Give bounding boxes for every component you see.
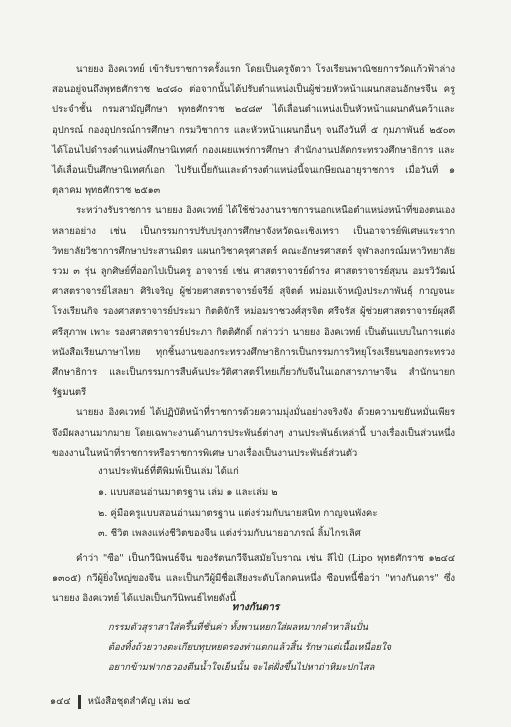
paragraph-service-duties: ระหว่างรับราชการ นายยง อิงคเวทย์ ได้ใช้ช่วงงานราชการนอกเหนือตำแหน่งหน้าที่ของตนเองหลายอย่าง เช่น เป็นกรรมการปรับปรุงการศึกษาจังหวัดฉะเชิงเทรา เป็นอาจารย์พิเศษแระราก วิทยาลัยวิชาการศึกษาประสานมิตร แผนกวิชาครุศาสตร์ คณะอักษรศาสตร์ จุฬาลงกรณ์มหาวิทยาลัย รวม ๓ รุ่น ลูกศิษย์ที่ออกไปเป็นครู อาจารย์ เช่น ศาสตราจารย์ดำรง ศาสตราจารย์สุมน อมรวิวัฒน์ ศาสตราจารย์ไสลยา ศิริเจริญ ผู้ช่วยศาสตราจารย์จรีย์ สุจิตต์ หม่อมเจ้าหญิงประภาพันธุ์ กาญจนะ โรงเรียนกิจ รองศาสตราจารย์ประมา กิตติจักรี หม่อมราชวงศ์สุรจิต ศรีจรัส ผู้ช่วยศาสตราจารย์ผุสดี ศรีสุภาพ เพาะ รองศาสตราจารย์ประภา กิตติศักดิ์ กล่าวว่า นายยง อิงคเวทย์ เป็นต้นแบบในการแต่งหนังสือเรียนภาษาไทย ทุกชิ้นงานของกระทรวงศึกษาธิการเป็นกรรมการวิทยุโรงเรียนของกระทรวงศึกษาธิการ และเป็นกรรมการสืบค้นประวัติศาสตร์ไทยเกี่ยวกับจีนในเอกสารภาษาจีน สำนักนายกรัฐมนตรี — [52, 205, 455, 399]
works-list-intro: งานประพันธ์ที่ตีพิมพ์เป็นเล่ม ได้แก่ — [98, 466, 239, 477]
body-text — [52, 60, 455, 464]
works-list — [98, 483, 377, 545]
list-item: ๓. ชีวิต เพลงแห่งชีวิตของจีน แต่งร่วมกับนายอาภรณ์ ลิ้มไกรเลิศ — [98, 528, 361, 539]
list-item: ๒. คู่มือครูแบบสอนอ่านมาตรฐาน แต่งร่วมกับนายสนิท กาญจนพังคะ — [98, 507, 378, 519]
poem-title: ทางกันดาร — [231, 602, 280, 613]
poem-line: อยากข้ามฟากธวองตีนน้ำใจเย็นนั้น จะไต่ฝั่งขึ้นไปหาถ่าหิมะปกไสล — [108, 662, 375, 673]
paragraph-poem-intro: คำว่า "ซือ" เป็นกวีนิพนธ์จีน ของรัตนกวีจีนสมัยโบราณ เช่น ลีไป๋ (Lipo พุทธศักราช ๑๒๔๔ ๑๓๐๕) กวีผู้ยิ่งใหญ่ของจีน และเป็นกวีผู้มีชื่อเสียงระดับโลกคนหนึ่ง ซือบทนี้ชื่อว่า "ทางกันดาร" ซึ่งนายยง อิงคเวทย์ ได้แปลเป็นกวีนิพนธ์ไทยดังนี้ — [52, 553, 455, 605]
paragraph-writing-works: นายยง อิงคเวทย์ ได้ปฏิบัติหน้าที่ราชการด้วยความมุ่งมั่นอย่างจริงจัง ด้วยความขยันหมั่นเพียร จึงมีผลงานมากมาย โดยเฉพาะงานด้านการประพันธ์ต่างๆ งานประพันธ์เหล่านี้ บางเรื่องเป็นส่วนหนึ่งของงานในหน้าที่ราชการหรือราชการพิเศษ บางเรื่องเป็นงานประพันธ์ส่วนตัว — [52, 407, 455, 459]
poem-line: กรรมตัวสุราสาใส่ครึ้นที่ชั่นค่า ทั้งพานหยกใส่ผลหมากคำหาลิ่นปั่น — [108, 622, 369, 633]
book-title: หนังสือชุดสำคัญ เล่ม ๒๔ — [87, 696, 191, 707]
page-number: ๑๔๔ — [50, 696, 71, 707]
page-footer — [50, 694, 191, 709]
paragraph-career-start: นายยง อิงคเวทย์ เข้ารับราชการครั้งแรก โดยเป็นครูจัตวา โรงเรียนพาณิชยการวัดแก้วฟ้าล่าง สอนอยู่จนถึงพุทธศักราช ๒๔๘๐ ต่อจากนั้นได้ปรับตำแหน่งเป็นผู้ช่วยหัวหน้าแผนกสอนอักษรจีน ครูประจำชั้น กรมสามัญศึกษา พุทธศักราช ๒๔๘๙ ได้เลื่อนตำแหน่งเป็นหัวหน้าแผนกคันคว้าและอุปกรณ์ กองอุปกรณ์การศึกษา กรมวิชาการ และหัวหน้าแผนกอื่นๆ จนถึงวันที่ ๕ กุมภาพันธ์ ๒๕๐๓ ได้โอนไปดำรงตำแหน่งศึกษานิเทศก์ กองเผยแพร่การศึกษา สำนักงานปลัดกระทรวงศึกษาธิการ และได้เลื่อนเป็นศึกษานิเทศก์เอก ไปรับเบี้ยกันและดำรงตำแหน่งนี้จนเกษียณอายุราชการ เมื่อวันที่ ๑ ตุลาคม พุทธศักราช ๒๕๑๓ — [52, 64, 455, 197]
list-item: ๑. แบบสอนอ่านมาตรฐาน เล่ม ๑ และเล่ม ๒ — [98, 487, 278, 498]
poem-verse — [108, 618, 391, 678]
poem-line: ต้องทิ้งถ้วยวางตะเกียบทุบหยดรองท่าแตกแล้วสิ้น รักษาแต่เนื้อเหนื่อยใจ — [108, 642, 392, 653]
footer-divider — [78, 695, 81, 709]
